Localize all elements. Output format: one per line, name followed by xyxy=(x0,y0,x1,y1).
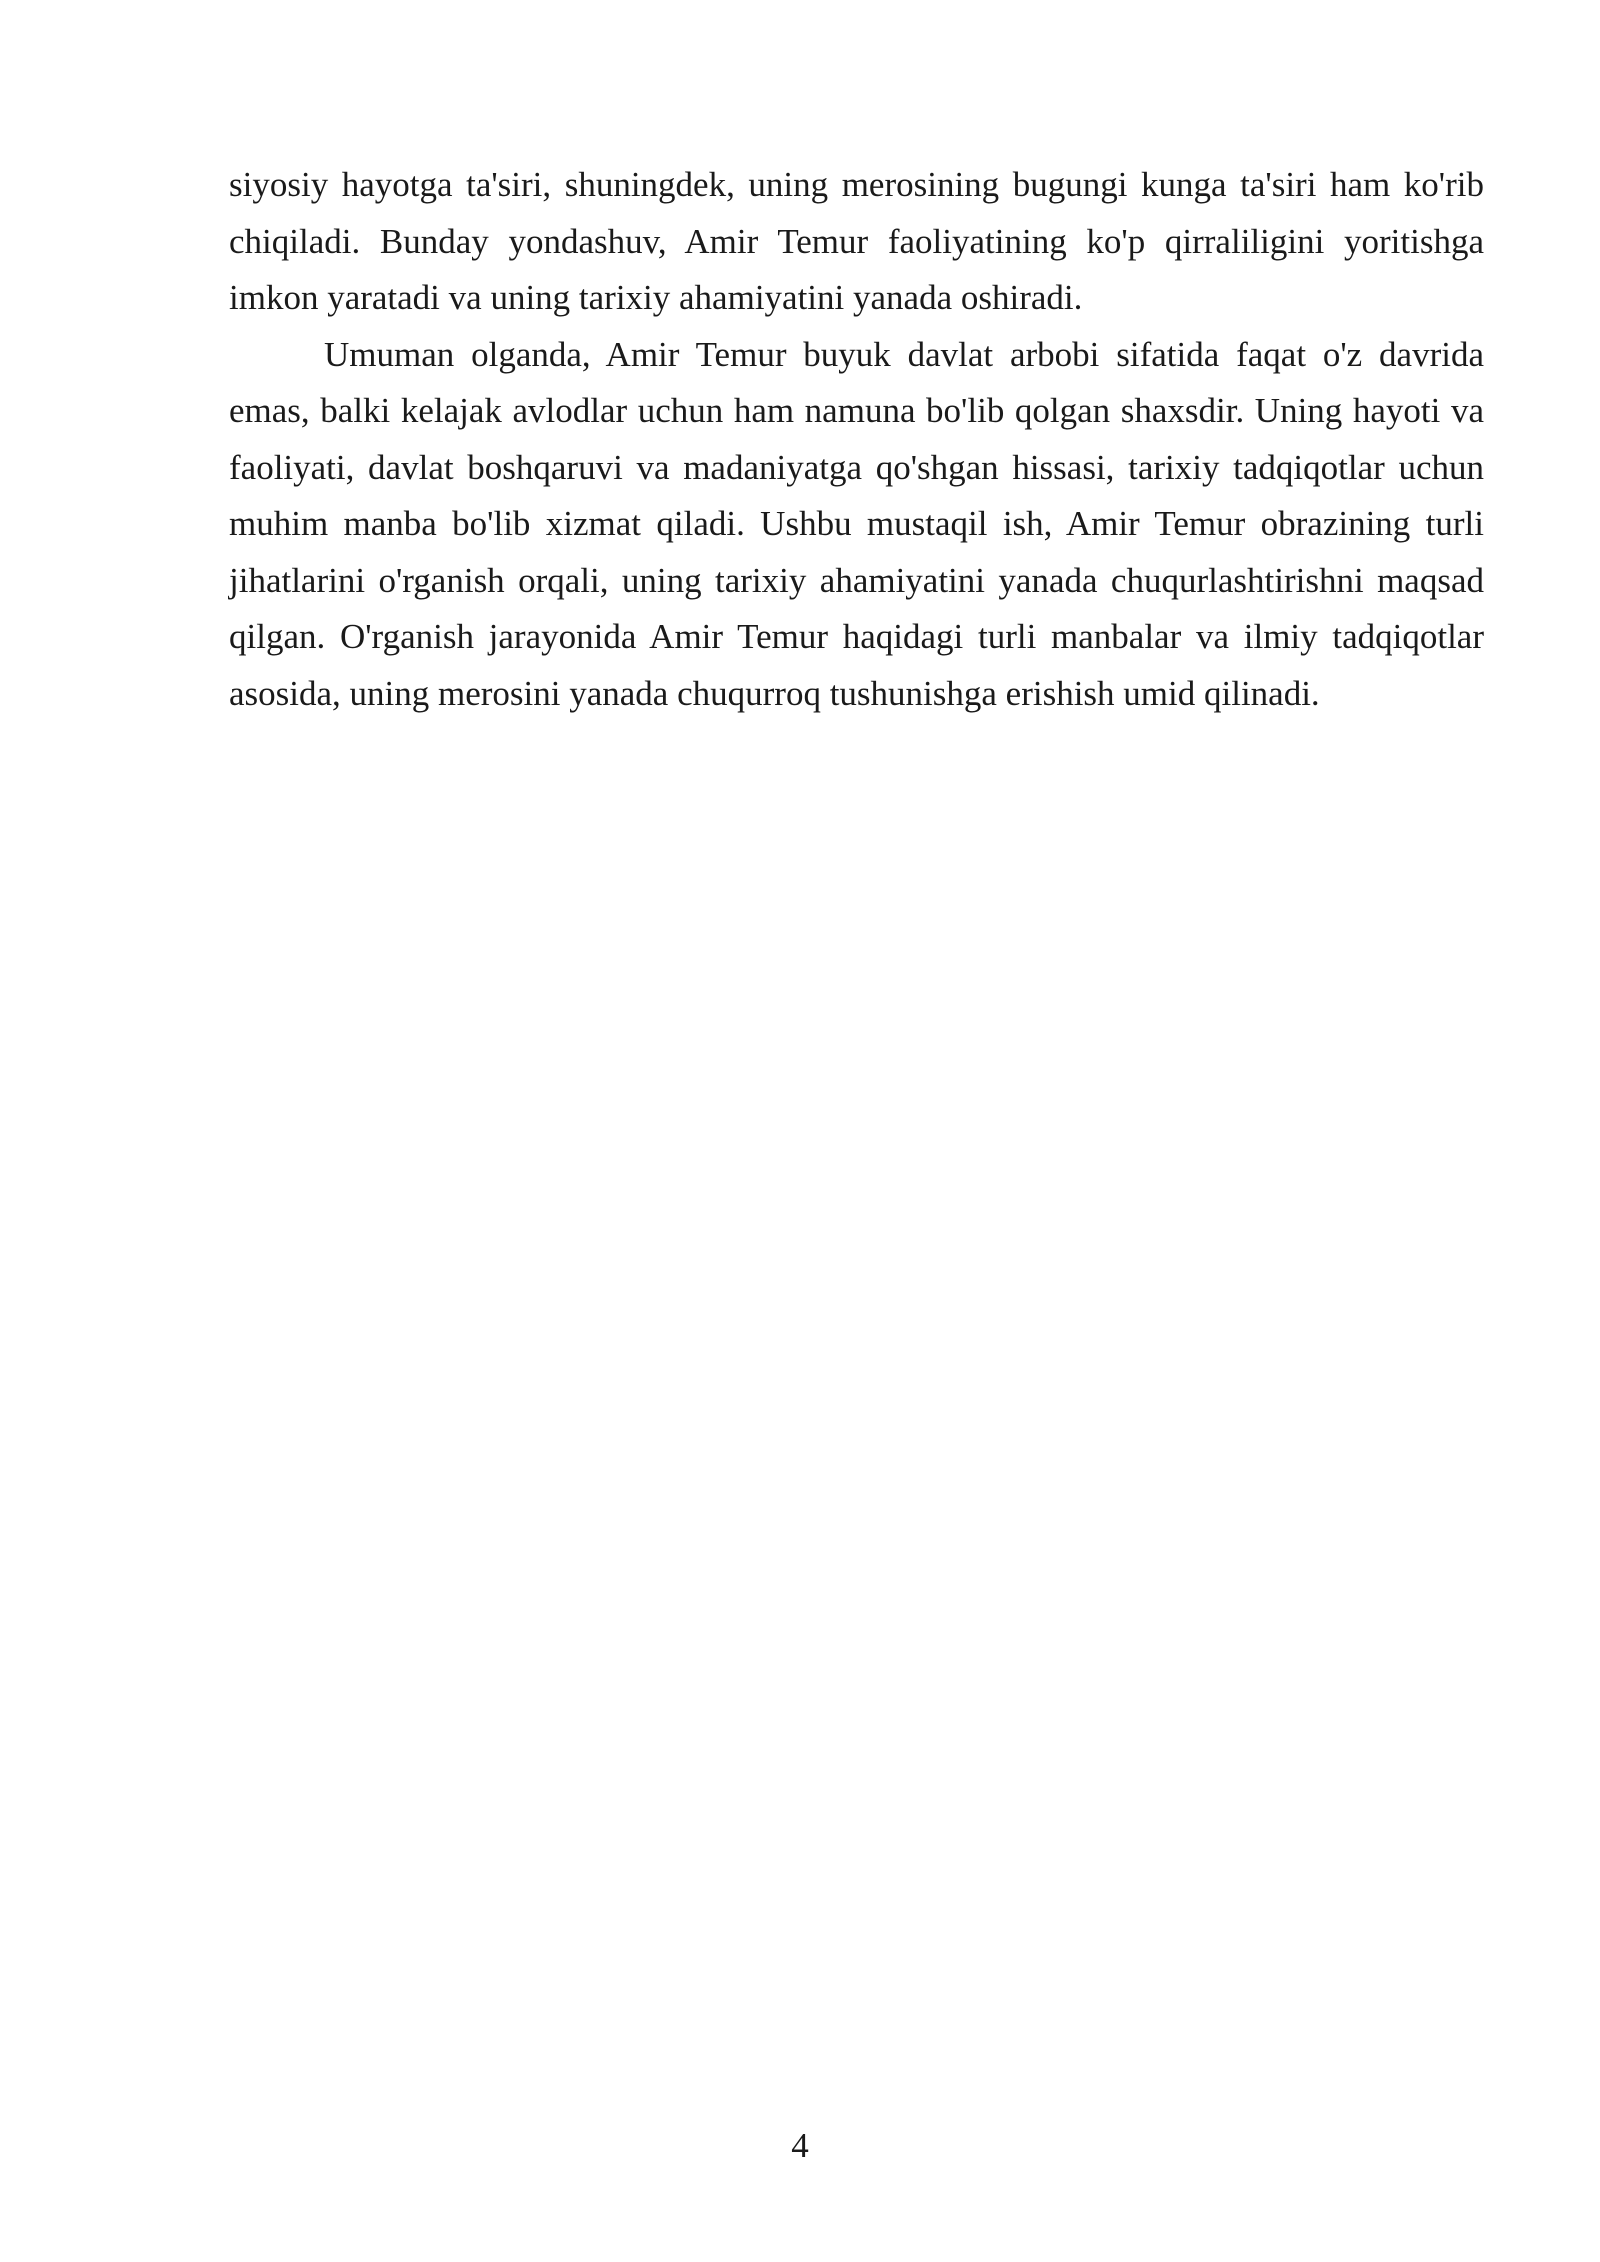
page-number: 4 xyxy=(791,2126,809,2165)
document-body xyxy=(229,157,1484,722)
paragraph-summary: Umuman olganda, Amir Temur buyuk davlat arbobi sifatida faqat o'z davrida emas, balki kelajak avlodlar uchun ham namuna bo'lib qolgan shaxsdir. Uning hayoti va faoliyati, davlat boshqaruvi va madaniyatga qo'shgan hissasi, tarixiy tadqiqotlar uchun muhim manba bo'lib xizmat qiladi. Ushbu mustaqil ish, Amir Temur obrazining turli jihatlarini o'rganish orqali, uning tarixiy ahamiyatini yanada chuqurlashtirishni maqsad qilgan. O'rganish jarayonida Amir Temur haqidagi turli manbalar va ilmiy tadqiqotlar asosida, uning merosini yanada chuqurroq tushunishga erishish umid qilinadi. xyxy=(229,334,1484,713)
paragraph-continuation: siyosiy hayotga ta'siri, shuningdek, uning merosining bugungi kunga ta'siri ham ko'rib chiqiladi. Bunday yondashuv, Amir Temur faoliyatining ko'p qirraliligini yoritishga imkon yaratadi va uning tarixiy ahamiyatini yanada oshiradi. xyxy=(229,165,1484,317)
